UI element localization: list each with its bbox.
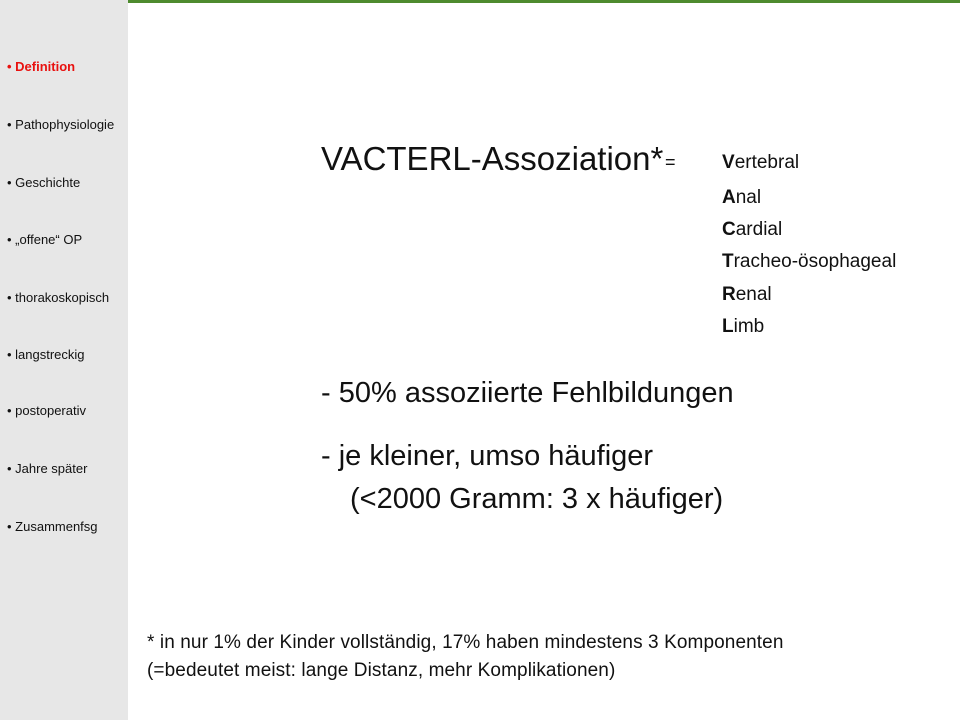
nav-item-definition[interactable]: • Definition — [7, 59, 76, 74]
acronym-item — [722, 152, 799, 174]
nav-item-offene-op[interactable]: • „offene“ OP — [7, 232, 83, 247]
header-divider — [128, 0, 960, 3]
acronym-letter: L — [722, 316, 734, 337]
acronym-rest: nal — [735, 187, 762, 208]
acronym-rest: imb — [733, 316, 765, 337]
acronym-rest: enal — [735, 284, 772, 305]
acronym-item — [722, 187, 761, 209]
bullet-fehlbildungen: - 50% assoziierte Fehlbildungen — [321, 377, 734, 409]
acronym-item — [722, 219, 782, 241]
footnote-line-2: (=bedeutet meist: lange Distanz, mehr Komplikationen) — [147, 660, 616, 681]
footnote-line-1: * in nur 1% der Kinder vollständig, 17% haben mindestens 3 Komponenten — [147, 632, 784, 653]
acronym-letter: C — [722, 219, 736, 240]
acronym-letter: A — [722, 187, 736, 208]
acronym-item — [722, 316, 764, 338]
nav-item-pathophysiologie[interactable]: • Pathophysiologie — [7, 117, 115, 132]
equals-sign: = — [665, 152, 676, 172]
nav-item-thorakoskopisch[interactable]: • thorakoskopisch — [7, 290, 110, 305]
nav-item-langstreckig[interactable]: • langstreckig — [7, 347, 85, 362]
acronym-item — [722, 251, 896, 273]
bullet-je-kleiner: - je kleiner, umso häufiger — [321, 440, 654, 472]
acronym-letter: V — [722, 152, 735, 173]
nav-item-jahre-spaeter[interactable]: • Jahre später — [7, 461, 88, 476]
acronym-rest: ardial — [735, 219, 783, 240]
acronym-rest: racheo-ösophageal — [733, 251, 897, 272]
sidebar-nav — [0, 0, 128, 720]
acronym-letter: R — [722, 284, 736, 305]
acronym-rest: ertebral — [734, 152, 800, 173]
slide-title: VACTERL-Assoziation* — [321, 140, 664, 177]
acronym-item — [722, 284, 772, 306]
nav-item-geschichte[interactable]: • Geschichte — [7, 175, 81, 190]
nav-item-zusammenfsg[interactable]: • Zusammenfsg — [7, 519, 98, 534]
acronym-letter: T — [722, 251, 734, 272]
bullet-gramm-note: (<2000 Gramm: 3 x häufiger) — [350, 483, 724, 515]
nav-item-postoperativ[interactable]: • postoperativ — [7, 403, 86, 418]
